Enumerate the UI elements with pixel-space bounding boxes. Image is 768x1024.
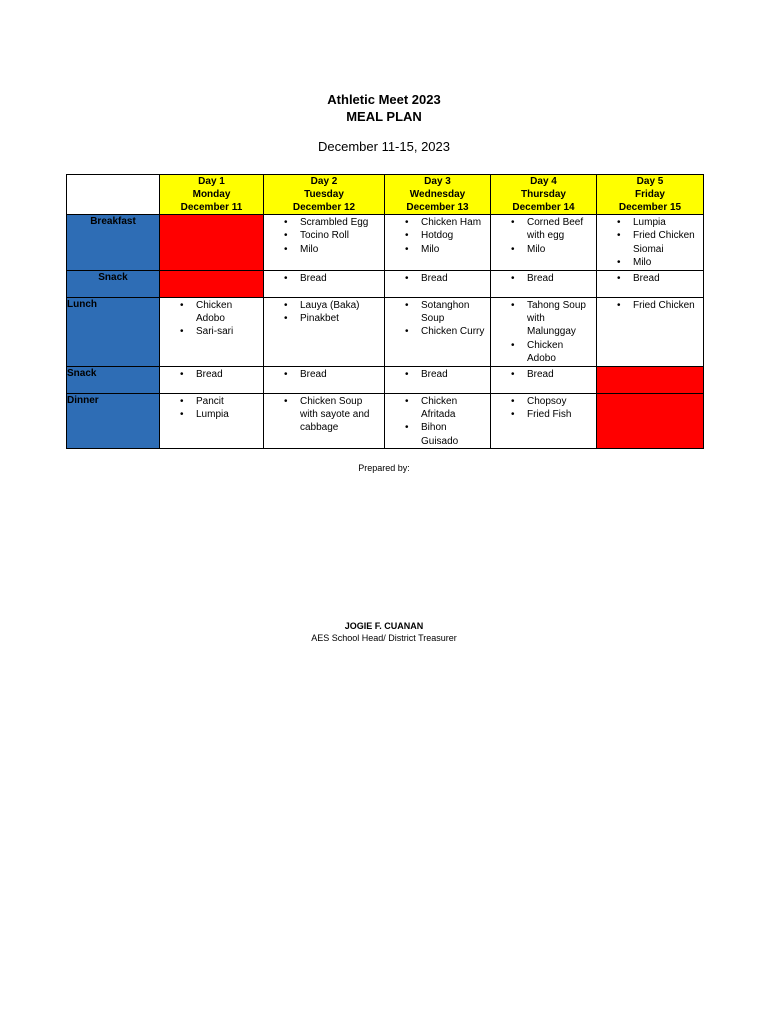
day-weekday: Thursday — [520, 189, 566, 200]
meal-cell — [597, 297, 704, 366]
meal-label: Snack — [67, 270, 160, 297]
date-range: December 11-15, 2023 — [317, 139, 450, 154]
menu-item: • Chicken Curry — [385, 325, 490, 338]
menu-list — [597, 215, 703, 270]
menu-list — [264, 215, 384, 256]
table-row — [67, 297, 704, 366]
meal-cell — [491, 215, 597, 271]
table-row — [67, 270, 704, 297]
menu-item: • Fried Fish — [491, 408, 596, 421]
menu-list — [264, 394, 384, 435]
prepared-by-label: Prepared by: — [358, 463, 410, 473]
menu-item: • Chicken Soup with sayote and cabbage — [264, 395, 384, 435]
meal-cell — [160, 366, 264, 393]
menu-list — [385, 215, 490, 256]
day-header-3 — [385, 175, 491, 215]
menu-list — [160, 367, 263, 381]
menu-item: • Fried Chicken — [597, 299, 703, 312]
menu-list — [264, 271, 384, 285]
day-number: Day 2 — [310, 176, 338, 187]
menu-item: • Bread — [160, 368, 263, 381]
menu-list — [385, 271, 490, 285]
empty-meal-cell — [597, 393, 704, 449]
menu-item: • Scrambled Egg — [264, 216, 384, 229]
day-header-5 — [597, 175, 704, 215]
document-title: Athletic Meet 2023 — [327, 92, 441, 107]
meal-cell — [385, 270, 491, 297]
menu-item: • Chicken Ham — [385, 216, 490, 229]
empty-meal-cell — [597, 366, 704, 393]
menu-item: • Tahong Soup with Malunggay — [491, 299, 596, 339]
menu-item: • Bread — [264, 368, 384, 381]
meal-cell — [264, 270, 385, 297]
day-date: December 15 — [618, 202, 682, 213]
meal-cell — [491, 393, 597, 449]
meal-table-body — [67, 215, 704, 449]
menu-item: • Lauya (Baka) — [264, 299, 384, 312]
menu-item: • Fried Chicken Siomai — [597, 229, 703, 256]
menu-item: • Chicken Adobo — [160, 299, 263, 326]
menu-list — [385, 367, 490, 381]
day-weekday: Monday — [192, 189, 231, 200]
day-date: December 11 — [180, 202, 243, 213]
meal-cell — [385, 297, 491, 366]
day-weekday: Friday — [634, 189, 665, 200]
meal-cell — [385, 366, 491, 393]
menu-list — [491, 271, 596, 285]
menu-item: • Bread — [385, 272, 490, 285]
menu-item: • Lumpia — [160, 408, 263, 421]
menu-list — [385, 394, 490, 449]
meal-cell — [264, 297, 385, 366]
day-number: Day 5 — [636, 176, 664, 187]
day-header-4 — [491, 175, 597, 215]
menu-list — [385, 298, 490, 339]
meal-cell — [597, 270, 704, 297]
menu-item: • Chopsoy — [491, 395, 596, 408]
menu-list — [491, 367, 596, 381]
meal-cell — [264, 393, 385, 449]
day-date: December 14 — [512, 202, 575, 213]
menu-list — [264, 367, 384, 381]
menu-item: • Bread — [491, 368, 596, 381]
menu-list — [491, 394, 596, 422]
menu-item: • Tocino Roll — [264, 229, 384, 242]
day-weekday: Tuesday — [304, 189, 344, 200]
day-header-2 — [264, 175, 385, 215]
table-row — [67, 393, 704, 449]
meal-label: Dinner — [67, 393, 160, 449]
menu-item: • Bihon Guisado — [385, 421, 490, 448]
menu-list — [264, 298, 384, 326]
menu-item: • Sotanghon Soup — [385, 299, 490, 326]
menu-list — [160, 298, 263, 339]
menu-list — [597, 298, 703, 312]
meal-cell — [491, 270, 597, 297]
table-row — [67, 366, 704, 393]
meal-cell — [160, 393, 264, 449]
meal-cell — [491, 297, 597, 366]
menu-list — [597, 271, 703, 285]
meal-cell — [597, 215, 704, 271]
meal-cell — [385, 393, 491, 449]
day-header-1 — [160, 175, 264, 215]
signatory-name: JOGIE F. CUANAN — [344, 621, 424, 631]
menu-item: • Corned Beef with egg — [491, 216, 596, 243]
day-number: Day 1 — [198, 176, 225, 187]
menu-item: • Pancit — [160, 395, 263, 408]
table-header-row — [67, 175, 704, 215]
day-number: Day 4 — [530, 176, 557, 187]
menu-item: • Bread — [491, 272, 596, 285]
meal-cell — [264, 215, 385, 271]
day-date: December 13 — [406, 202, 469, 213]
menu-list — [491, 215, 596, 256]
menu-item: • Chicken Adobo — [491, 339, 596, 366]
menu-item: • Lumpia — [597, 216, 703, 229]
empty-meal-cell — [160, 270, 264, 297]
document-subtitle: MEAL PLAN — [346, 109, 422, 124]
menu-item: • Bread — [264, 272, 384, 285]
meal-cell — [160, 297, 264, 366]
menu-list — [160, 394, 263, 422]
meal-plan-table — [66, 174, 704, 449]
menu-item: • Bread — [385, 368, 490, 381]
day-weekday: Wednesday — [409, 189, 466, 200]
meal-label: Snack — [67, 366, 160, 393]
menu-item: • Sari-sari — [160, 325, 263, 338]
menu-item: • Hotdog — [385, 229, 490, 242]
empty-meal-cell — [160, 215, 264, 271]
menu-item: • Milo — [264, 243, 384, 256]
meal-label: Lunch — [67, 297, 160, 366]
menu-item: • Chicken Afritada — [385, 395, 490, 422]
day-date: December 12 — [292, 202, 356, 213]
meal-label: Breakfast — [67, 215, 160, 271]
menu-item: • Milo — [491, 243, 596, 256]
header-corner-cell — [67, 175, 160, 215]
table-row — [67, 215, 704, 271]
menu-list — [491, 298, 596, 366]
menu-item: • Milo — [597, 256, 703, 269]
menu-item: • Bread — [597, 272, 703, 285]
meal-cell — [385, 215, 491, 271]
signatory-role: AES School Head/ District Treasurer — [311, 633, 457, 643]
meal-cell — [491, 366, 597, 393]
day-number: Day 3 — [424, 176, 451, 187]
meal-cell — [264, 366, 385, 393]
menu-item: • Pinakbet — [264, 312, 384, 325]
menu-item: • Milo — [385, 243, 490, 256]
